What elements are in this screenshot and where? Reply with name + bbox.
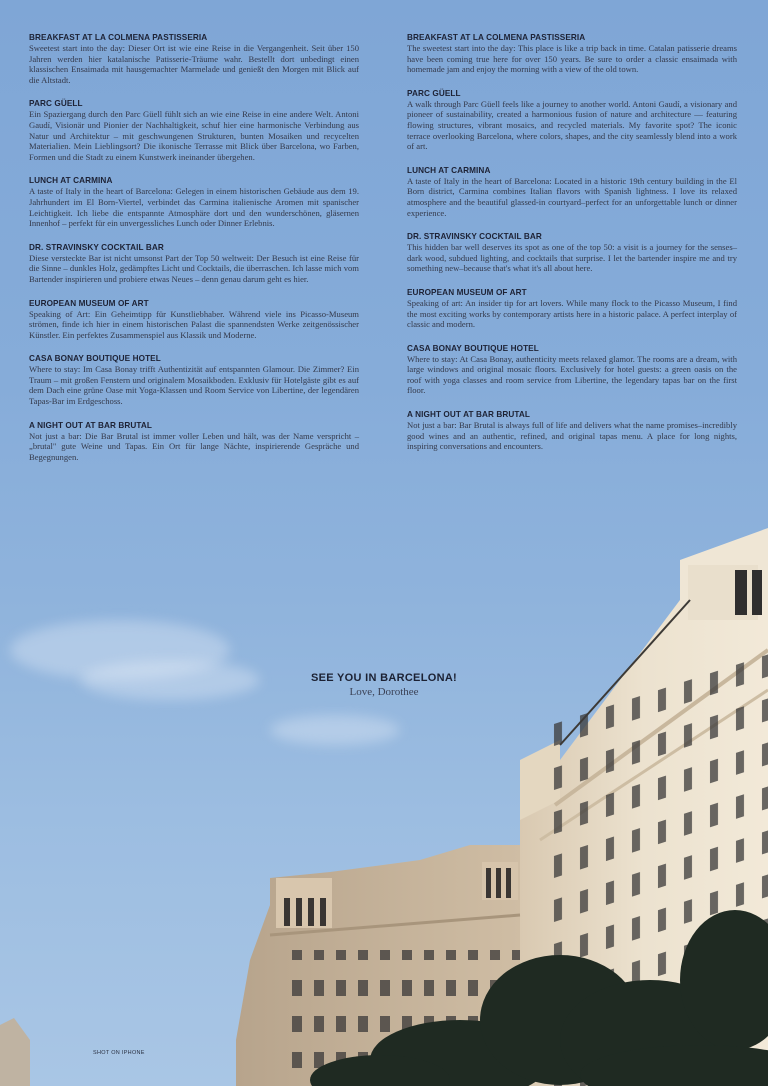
entry-text: Speaking of Art: Ein Geheimtipp für Kunstliebhaber. Während viele ins Picasso-Museum strömen, finde ich hier in einem historischen Palast die spannendsten Werke zeitgenössischer Künstler. Ein perfektes Zusammenspiel aus Klassik und Moderne.: [29, 308, 359, 340]
entry-text: Where to stay: Im Casa Bonay trifft Authentizität auf entspannten Glamour. Die Zimmer? Ein Traum – mit großen Fenstern und originalem Mosaikboden. Exklusiv für Hotelgäste gibt es auf dem Dach eine grüne Oase mit Yoga-Klassen und Room Service von Libertine, der legendären Tapas-Bar im Erdgeschoss.: [29, 364, 359, 407]
entry-casa-bonay-de: [29, 354, 359, 406]
entry-breakfast-en: [407, 33, 737, 75]
signoff: [0, 672, 768, 698]
entry-text: Speaking of art: An insider tip for art lovers. While many flock to the Picasso Museum, I find the most exciting works by contemporary artists here in a historic palace. A perfect interplay of classic and modern.: [407, 297, 737, 330]
entry-carmina-en: [407, 166, 737, 218]
entry-title: CASA BONAY BOUTIQUE HOTEL: [29, 354, 161, 364]
entry-title: BREAKFAST AT LA COLMENA PASTISSERIA: [407, 33, 586, 42]
entry-title: DR. STRAVINSKY COCKTAIL BAR: [407, 232, 542, 242]
entry-parc-guell-en: [407, 89, 737, 152]
entry-text: Sweetest start into the day: Dieser Ort ist wie eine Reise in die Vergangenheit. Seit über 150 Jahren werden hier katalanische Patisserie-Träume wahr. Bestellt dort unbedingt einen klassischen Ensaimada mit hausgemachter Marmelade und genießt den Morgen mit Blick auf die Altstadt.: [29, 43, 359, 85]
entry-stravinsky-de: [29, 243, 359, 285]
entry-text: Not just a bar: Die Bar Brutal ist immer voller Leben und hält, was der Name verspricht – „brutal" gute Weine und Tapas. Ein Ort für lange Nächte, inspirierende Gespräche und Begegnungen.: [29, 430, 359, 462]
entry-bar-brutal-en: [407, 410, 737, 452]
german-column: [29, 33, 359, 476]
entry-title: PARC GÜELL: [407, 88, 461, 98]
entry-stravinsky-en: [407, 232, 737, 274]
entry-text: A walk through Parc Güell feels like a journey to another world. Antoni Gaudí, a visionary and pioneer of sustainability, created a harmonious fusion of nature and architecture — featuring flowing structures, vibrant mosaics, and recycled materials. My favorite spot? The iconic terrace overlooking Barcelona, where colors, shapes, and the city seamlessly blend into a work of art.: [407, 98, 737, 152]
entry-text: A taste of Italy in the heart of Barcelona: Gelegen in einem historischen Gebäude aus dem 19. Jahrhundert im El Born-Viertel, verbindet das Carmina italienische Aromen mit spanischer Leichtigkeit. Ich liebe die entspannte Atmosphäre dort und den wunderschönen, gläsernen Innenhof – perfekt für ein unvergessliches Lunch oder Dinner Erlebnis.: [29, 186, 359, 229]
photo-credit: SHOT ON IPHONE: [93, 1050, 145, 1056]
entry-text: A taste of Italy in the heart of Barcelona: Located in a historic 19th century building in the El Born district, Carmina combines Italian flavors with Spanish lightness. I love its relaxed atmosphere and the beautiful glassed-in courtyard–perfect for an unforgettable lunch or dinner experience.: [407, 175, 737, 218]
entry-title: PARC GÜELL: [29, 99, 83, 109]
entry-museum-de: [29, 299, 359, 341]
entry-bar-brutal-de: [29, 421, 359, 463]
entry-title: BREAKFAST AT LA COLMENA PASTISSERIA: [29, 33, 208, 42]
english-column: [407, 33, 737, 466]
far-left-building: [0, 1018, 30, 1086]
entry-text: Not just a bar: Bar Brutal is always full of life and delivers what the name promises–incredibly good wines and an authentic, refined, and original tapas menu. A place for long nights, inspiring conversations and encounters.: [407, 420, 737, 452]
entry-text: This hidden bar well deserves its spot as one of the top 50: a visit is a journey for the senses–dark wood, subdued lighting, and cocktails that surprise. I let the bartender inspire me and try something new–because that's what it's all about here.: [407, 242, 737, 274]
entry-title: DR. STRAVINSKY COCKTAIL BAR: [29, 242, 164, 252]
entry-title: LUNCH AT CARMINA: [407, 165, 491, 175]
entry-museum-en: [407, 288, 737, 330]
entry-title: A NIGHT OUT AT BAR BRUTAL: [29, 420, 153, 430]
entry-title: A NIGHT OUT AT BAR BRUTAL: [407, 410, 531, 420]
signoff-subtitle: Love, Dorothee: [349, 686, 419, 698]
entry-title: EUROPEAN MUSEUM OF ART: [29, 298, 149, 308]
entry-breakfast-de: [29, 33, 359, 85]
entry-text: Ein Spaziergang durch den Parc Güell fühlt sich an wie eine Reise in eine andere Welt. Antoni Gaudí, Visionär und Pionier der Nachhaltigkeit, schuf hier eine harmonische Verbindung aus Natur und Architektur – mit geschwungenen Strukturen, bunten Mosaiken und recycelten Materialien. Mein Lieblingsort? Die ikonische Terrasse mit Blick über Barcelona, wo Farben, Formen und die Stadt zu einem Kunstwerk ineinander übergehen.: [29, 109, 359, 162]
signoff-title: SEE YOU IN BARCELONA!: [310, 672, 458, 684]
entry-casa-bonay-en: [407, 344, 737, 396]
entry-parc-guell-de: [29, 99, 359, 162]
entry-text: The sweetest start into the day: This place is like a trip back in time. Catalan patisserie dreams have been coming true here for over 150 years. Be sure to order a classic ensaimada with homemade jam and enjoy the morning with a view of the old town.: [407, 43, 737, 75]
entry-carmina-de: [29, 176, 359, 228]
entry-title: EUROPEAN MUSEUM OF ART: [407, 287, 527, 297]
entry-title: CASA BONAY BOUTIQUE HOTEL: [407, 343, 539, 353]
entry-text: Diese versteckte Bar ist nicht umsonst Part der Top 50 weltweit: Der Besuch ist eine Reise für die Sinne – dunkles Holz, gedämpftes Licht und Cocktails, die überraschen. Ich lasse mich vom Bartender inspirieren und probiere etwas Neues – denn genau darum geht es hier.: [29, 252, 359, 284]
entry-title: LUNCH AT CARMINA: [29, 176, 113, 186]
entry-text: Where to stay: At Casa Bonay, authenticity meets relaxed glamor. The rooms are a dream, with large windows and original mosaic floors. Exclusively for hotel guests: a green oasis on the roof with yoga classes and room service from Libertine, the legendary tapas bar on the first floor.: [407, 353, 737, 396]
